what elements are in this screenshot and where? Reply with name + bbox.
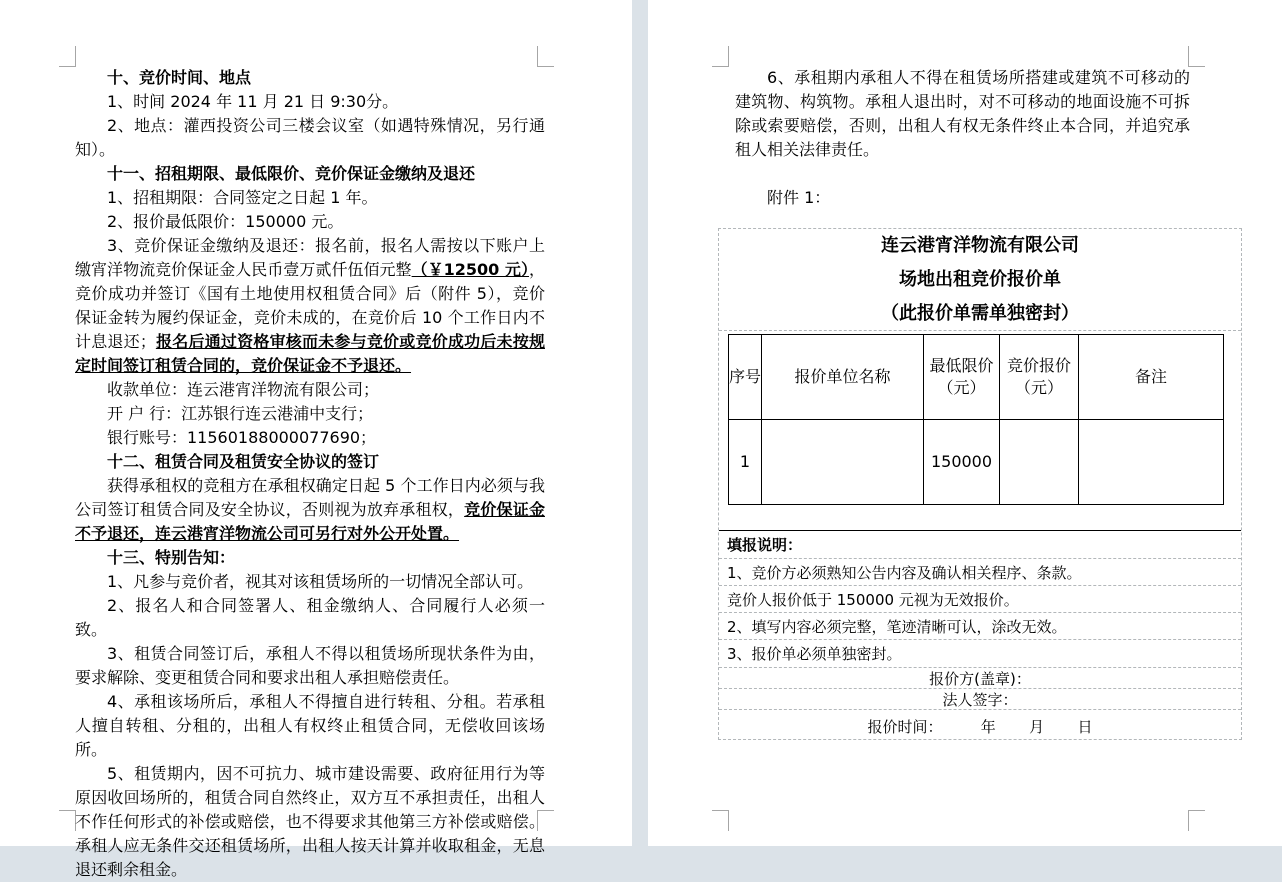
paragraph[interactable]: 3、竞价保证金缴纳及退还：报名前，报名人需按以下账户上缴宵洋物流竞价保证金人民币壹万贰仟伍佰元整（￥12500 元），竞价成功并签订《国有土地使用权租赁合同》后（附件 5），竞价保证金转为履约保证金，竞价未成的，在竞价后 10 个工作日内不计息退还；报名后通过资格审核而未参与竞价或竞价成功后未按规定时间签订租赁合同的，竞价保证金不予退还。 (75, 236, 545, 375)
paragraph[interactable]: 1、时间 2024 年 11 月 21 日 9:30分。 (107, 92, 399, 111)
bid-table-header-row (729, 335, 1224, 420)
crop-mark-top-right-icon (537, 46, 554, 67)
legal-signature-line[interactable]: 法人签字： (719, 689, 1241, 710)
bid-table-data-row (729, 420, 1224, 505)
instructions-heading: 填报说明： (719, 531, 1241, 559)
instruction-item: 2、填写内容必须完整，笔迹清晰可认，涂改无效。 (719, 613, 1241, 640)
crop-mark-top-left-icon (712, 46, 729, 67)
col-header-seq: 序号 (729, 335, 762, 420)
instruction-item: 竞价人报价低于 150000 元视为无效报价。 (719, 586, 1241, 613)
crop-mark-top-right-icon (1188, 46, 1205, 67)
sheet-subtitle: （此报价单需单独密封） (881, 303, 1079, 324)
crop-mark-bottom-left-icon (712, 810, 729, 831)
paragraph[interactable]: 十三、特别告知： (107, 548, 236, 567)
left-page-text[interactable] (75, 66, 545, 882)
paragraph[interactable]: 4、承租该场所后，承租人不得擅自进行转租、分租。若承租人擅自转租、分租的，出租人有权终止租赁合同，无偿收回该场所。 (75, 692, 545, 759)
paragraph[interactable]: 3、租赁合同签订后，承租人不得以租赁场所现状条件为由，要求解除、变更租赁合同和要求出租人承担赔偿责任。 (75, 644, 545, 687)
instruction-item: 3、报价单必须单独密封。 (719, 640, 1241, 668)
crop-mark-top-left-icon (59, 46, 76, 67)
paragraph[interactable]: 2、报价最低限价：150000 元。 (107, 212, 344, 231)
instruction-item: 1、竞价方必须熟知公告内容及确认相关程序、条款。 (719, 559, 1241, 586)
paragraph[interactable]: 2、报名人和合同签署人、租金缴纳人、合同履行人必须一致。 (75, 596, 545, 639)
sheet-title: 场地出租竞价报价单 (899, 269, 1061, 290)
paragraph[interactable]: 十、竞价时间、地点 (107, 68, 252, 87)
document-page-right[interactable] (648, 0, 1282, 846)
col-header-remarks: 备注 (1079, 335, 1224, 420)
col-header-min-price: 最低限价（元） (924, 335, 1000, 420)
attachment-label[interactable]: 附件 1： (767, 188, 831, 207)
crop-mark-bottom-left-icon (59, 810, 76, 831)
bidder-seal-line[interactable]: 报价方(盖章)： (719, 668, 1241, 689)
right-page-text[interactable] (735, 66, 1190, 210)
bid-date-line[interactable]: 报价时间： 年 月 日 (867, 717, 1093, 736)
paragraph[interactable]: 5、租赁期内，因不可抗力、城市建设需要、政府征用行为等原因收回场所的，租赁合同自然终止，双方互不承担责任，出租人不作任何形式的补偿或赔偿，也不得要求其他第三方补偿或赔偿。承租人应无条件交还租赁场所，出租人按天计算并收取租金，无息退还剩余租金。 (75, 764, 545, 879)
paragraph[interactable]: 2、地点：灌西投资公司三楼会议室（如遇特殊情况，另行通知）。 (75, 116, 545, 159)
bid-table (728, 334, 1224, 505)
paragraph[interactable]: 开 户 行：江苏银行连云港浦中支行； (107, 404, 374, 423)
company-name: 连云港宵洋物流有限公司 (881, 235, 1079, 256)
crop-mark-bottom-right-icon (1188, 810, 1205, 831)
cell-remarks[interactable] (1079, 420, 1224, 505)
paragraph[interactable]: 6、承租期内承租人不得在租赁场所搭建或建筑不可移动的建筑物、构筑物。承租人退出时，对不可移动的地面设施不可拆除或索要赔偿，否则，出租人有权无条件终止本合同，并追究承租人相关法律责任。 (735, 68, 1190, 159)
paragraph[interactable]: 1、招租期限：合同签定之日起 1 年。 (107, 188, 378, 207)
document-page-left[interactable] (0, 0, 632, 879)
fill-in-instructions (719, 530, 1241, 742)
paragraph[interactable]: 银行账号：11560188000077690； (107, 428, 377, 447)
cell-bidder-name[interactable] (762, 420, 924, 505)
col-header-bid-price: 竞价报价（元） (1000, 335, 1079, 420)
bid-sheet (718, 228, 1242, 740)
cell-bid-price[interactable] (1000, 420, 1079, 505)
paragraph[interactable]: 收款单位：连云港宵洋物流有限公司； (107, 380, 380, 399)
paragraph[interactable]: 获得承租权的竞租方在承租权确定日起 5 个工作日内必须与我公司签订租赁合同及安全协议，否则视为放弃承租权，竞价保证金不予退还，连云港宵洋物流公司可另行对外公开处置。 (75, 476, 545, 543)
paragraph[interactable]: 十一、招租期限、最低限价、竞价保证金缴纳及退还 (107, 164, 476, 183)
bid-sheet-title (719, 229, 1241, 331)
cell-min-price[interactable]: 150000 (924, 420, 1000, 505)
paragraph[interactable]: 十二、租赁合同及租赁安全协议的签订 (107, 452, 380, 471)
col-header-bidder-name: 报价单位名称 (762, 335, 924, 420)
paragraph[interactable]: 1、凡参与竞价者，视其对该租赁场所的一切情况全部认可。 (107, 572, 534, 591)
cell-seq[interactable]: 1 (729, 420, 762, 505)
